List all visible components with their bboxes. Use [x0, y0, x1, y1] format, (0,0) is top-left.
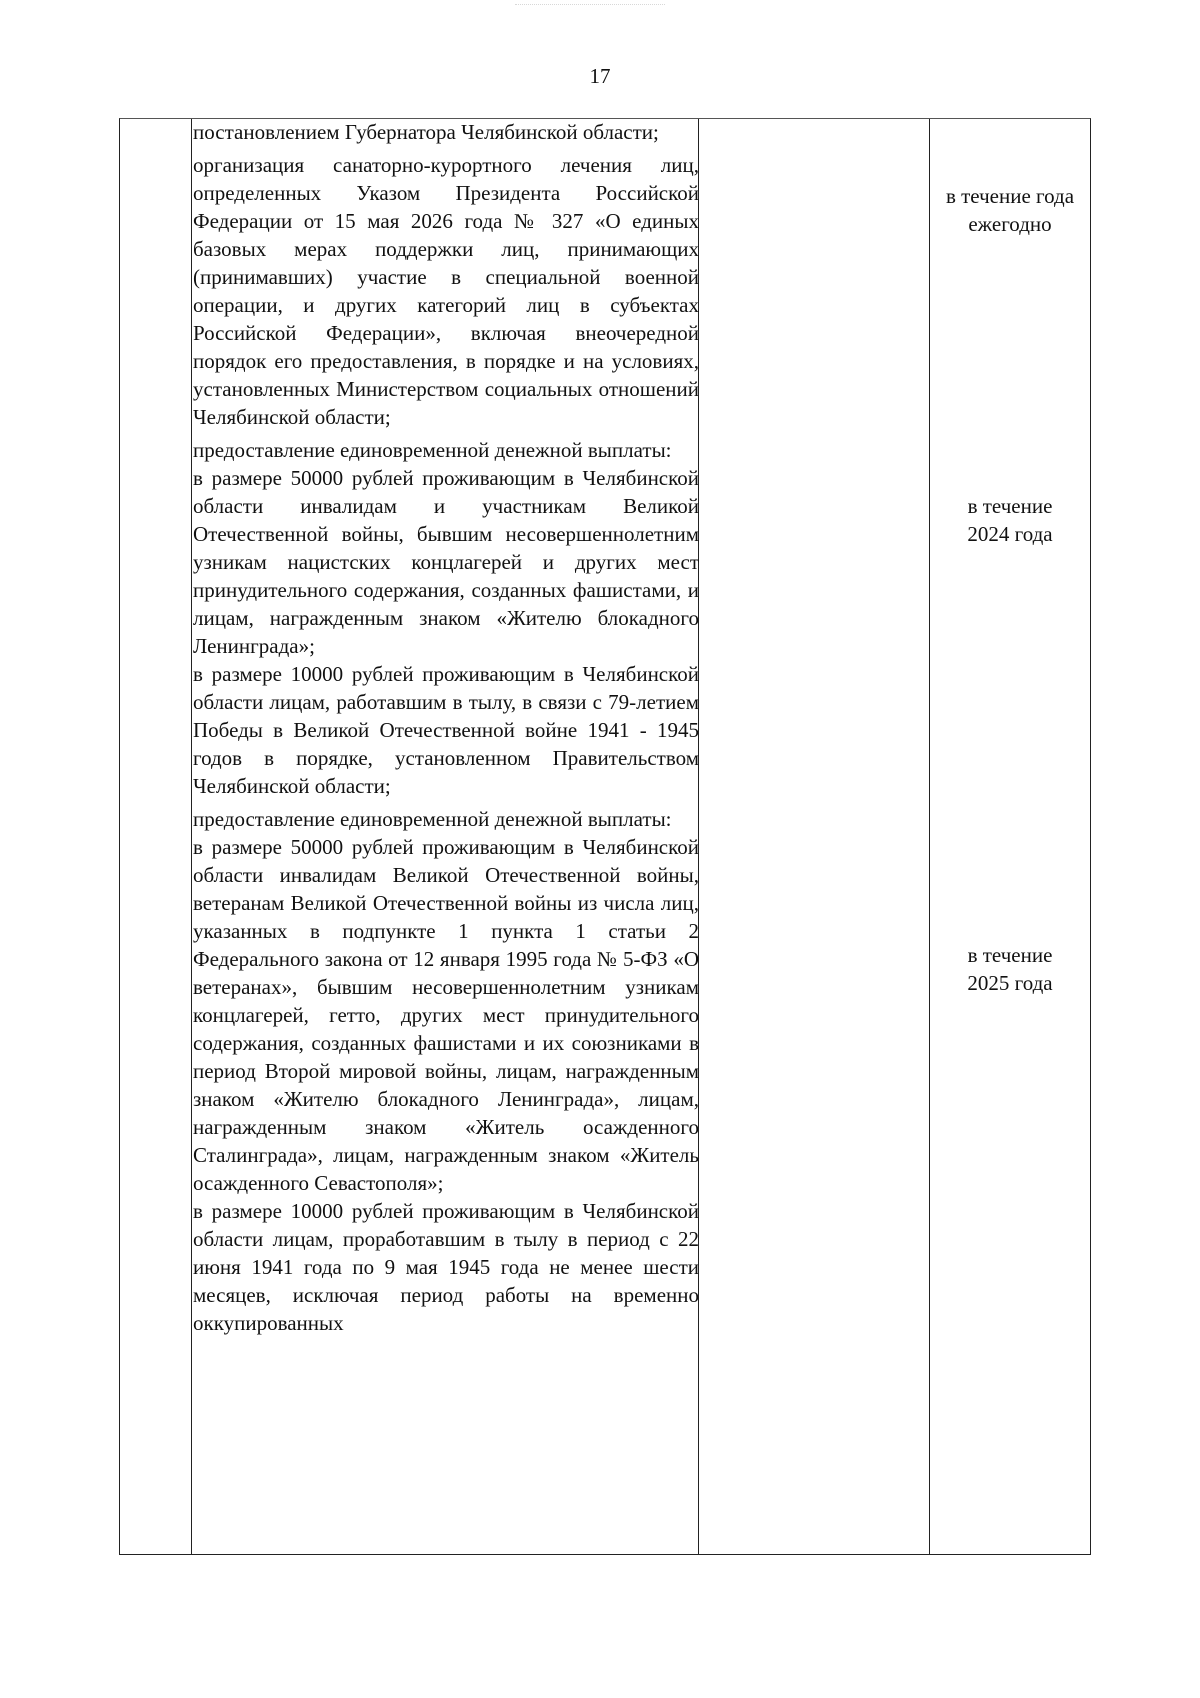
- description-paragraph: предоставление единовременной денежной выплаты:: [193, 807, 672, 831]
- term-line: в течение: [967, 943, 1053, 967]
- term-line: 2024 года: [967, 522, 1053, 546]
- page-number: 17: [589, 64, 611, 88]
- term-cell: [929, 941, 1091, 997]
- scan-artifact: [515, 4, 665, 13]
- description-paragraph: в размере 10000 рублей проживающим в Челябинской области лицам, работавшим в тылу, в связи с 79-летием Победы в Великой Отечественной войне 1941 - 1945 годов в порядке, установленном Правительством Челябинской области;: [193, 662, 699, 798]
- term-line: в течение: [967, 494, 1053, 518]
- description-paragraph: в размере 50000 рублей проживающим в Челябинской области инвалидам Великой Отечественной войны, ветеранам Великой Отечественной войны из числа лиц, указанных в подпункте 1 пункта 1 статьи 2 Федерального закона от 12 января 1995 года № 5-ФЗ «О ветеранах», бывшим несовершеннолетним узникам концлагерей, гетто, других мест принудительного содержания, созданных фашистами и их союзниками в период Второй мировой войны, лицам, награжденным знаком «Жителю блокадного Ленинграда», лицам, награжденным знаком «Житель осажденного Сталинграда», лицам, награжденным знаком «Житель осажденного Севастополя»;: [193, 835, 699, 1195]
- description-paragraph: организация санаторно-курортного лечения лиц, определенных Указом Президента Российской Федерации от 15 мая 2026 года № 327 «О единых базовых мерах поддержки лиц, принимающих (принимавших) участие в специальной военной операции, и других категорий лиц в субъектах Российской Федерации», включая внеочередной порядок его предоставления, в порядке и на условиях, установленных Министерством социальных отношений Челябинской области;: [193, 153, 699, 429]
- term-line: 2025 года: [967, 971, 1053, 995]
- measure-description-cell: [193, 118, 699, 1337]
- description-paragraph: предоставление единовременной денежной выплаты:: [193, 438, 672, 462]
- description-paragraph: в размере 10000 рублей проживающим в Челябинской области лицам, проработавшим в тылу в период с 22 июня 1941 года по 9 мая 1945 года не менее шести месяцев, исключая период работы на временно оккупированных: [193, 1199, 699, 1335]
- term-line: в течение года: [945, 184, 1075, 208]
- column-divider-1: [191, 119, 192, 1554]
- term-cell: [929, 182, 1091, 238]
- term-cell: [929, 492, 1091, 548]
- description-paragraph: в размере 50000 рублей проживающим в Челябинской области инвалидам и участникам Великой Отечественной войны, бывшим несовершеннолетним узникам нацистских концлагерей и других мест принудительного содержания, созданных фашистами, и лицам, награжденным знаком «Жителю блокадного Ленинграда»;: [193, 466, 699, 658]
- term-line: ежегодно: [968, 212, 1052, 236]
- description-paragraph: постановлением Губернатора Челябинской области;: [193, 120, 659, 144]
- column-divider-3: [929, 119, 930, 1554]
